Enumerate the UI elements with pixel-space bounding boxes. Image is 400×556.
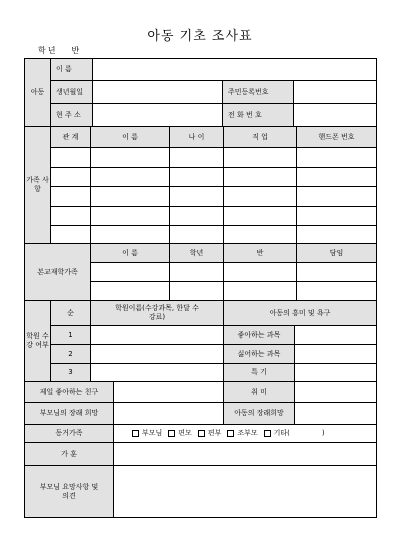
option-label: 조부모	[237, 429, 258, 438]
academy-row-2-no: 2	[50, 344, 91, 364]
child-section-label: 아동	[24, 58, 51, 127]
liked-subject-field[interactable]	[294, 325, 377, 345]
best-friend-field[interactable]	[113, 381, 224, 403]
resident-no-label: 주민등록번호	[222, 80, 294, 104]
family-section-label: 가족 사항	[24, 126, 51, 244]
family-row-cell[interactable]	[50, 167, 91, 187]
grade-class-label	[38, 45, 95, 56]
family-row-cell[interactable]	[90, 225, 170, 244]
option-other[interactable]	[264, 429, 290, 438]
family-row-cell[interactable]	[223, 147, 297, 168]
family-row-cell[interactable]	[223, 167, 297, 187]
option-label: 부모님	[142, 429, 163, 438]
disliked-subject-label: 싫어하는 과목	[223, 344, 295, 364]
option-other-close-paren: )	[321, 429, 325, 438]
family-row-cell[interactable]	[223, 225, 297, 244]
option-label: 기타(	[273, 429, 290, 438]
sibling-row-cell[interactable]	[169, 281, 224, 301]
family-row-cell[interactable]	[169, 147, 224, 168]
family-row-cell[interactable]	[90, 167, 170, 187]
family-row-cell[interactable]	[296, 225, 377, 244]
hobby-field[interactable]	[294, 381, 377, 403]
academy-section-label: 학원 수강 여부	[24, 300, 51, 382]
child-hope-field[interactable]	[294, 402, 377, 425]
academy-row-3-no: 3	[50, 363, 91, 382]
talent-label: 특 기	[223, 363, 295, 382]
academy-header-order: 순	[50, 300, 91, 326]
checkbox-icon[interactable]	[264, 430, 271, 437]
family-row-cell[interactable]	[90, 206, 170, 226]
parent-hope-field[interactable]	[113, 402, 224, 425]
interests-header: 아동의 흥미 및 욕구	[223, 300, 377, 326]
class-label: 반	[71, 46, 82, 55]
family-row-cell[interactable]	[50, 225, 91, 244]
grade-label: 학년	[38, 46, 58, 55]
family-row-cell[interactable]	[50, 186, 91, 207]
option-label: 편모	[178, 429, 192, 438]
phone-field[interactable]	[293, 103, 377, 127]
family-header-mobile: 핸드폰 번호	[296, 126, 377, 148]
family-row-cell[interactable]	[169, 225, 224, 244]
siblings-header-class: 반	[223, 243, 297, 263]
cohabitation-label: 동거가족	[24, 424, 114, 443]
academy-row-2-field[interactable]	[90, 344, 224, 364]
option-single-father[interactable]	[198, 429, 222, 438]
sibling-row-cell[interactable]	[223, 281, 297, 301]
family-row-cell[interactable]	[296, 206, 377, 226]
family-motto-label: 가 훈	[24, 442, 114, 466]
siblings-header-name: 이 름	[90, 243, 170, 263]
family-header-name: 이 름	[90, 126, 170, 148]
family-row-cell[interactable]	[223, 206, 297, 226]
liked-subject-label: 좋아하는 과목	[223, 325, 295, 345]
page-title: 아동 기초 조사표	[147, 29, 253, 44]
sibling-row-cell[interactable]	[169, 262, 224, 282]
checkbox-icon[interactable]	[132, 430, 139, 437]
address-field[interactable]	[92, 103, 223, 127]
family-row-cell[interactable]	[296, 147, 377, 168]
sibling-row-cell[interactable]	[296, 262, 377, 282]
best-friend-label: 제일 좋아하는 친구	[24, 381, 114, 403]
family-row-cell[interactable]	[223, 186, 297, 207]
siblings-section-label: 본교재학가족	[24, 243, 91, 301]
academy-row-1-no: 1	[50, 325, 91, 345]
family-row-cell[interactable]	[50, 147, 91, 168]
option-parents[interactable]	[132, 429, 162, 438]
family-row-cell[interactable]	[296, 186, 377, 207]
academy-row-3-field[interactable]	[90, 363, 224, 382]
child-birth-label: 생년월일	[50, 80, 93, 104]
child-birth-field[interactable]	[92, 80, 223, 104]
family-row-cell[interactable]	[169, 186, 224, 207]
hobby-label: 취 미	[223, 381, 295, 403]
family-row-cell[interactable]	[90, 186, 170, 207]
sibling-row-cell[interactable]	[296, 281, 377, 301]
family-header-relation: 관 계	[50, 126, 91, 148]
checkbox-icon[interactable]	[198, 430, 205, 437]
sibling-row-cell[interactable]	[90, 262, 170, 282]
option-single-mother[interactable]	[168, 429, 192, 438]
child-name-field[interactable]	[92, 58, 377, 81]
family-row-cell[interactable]	[169, 206, 224, 226]
child-hope-label: 아동의 장래희망	[223, 402, 295, 425]
siblings-header-grade: 학년	[169, 243, 224, 263]
sibling-row-cell[interactable]	[223, 262, 297, 282]
option-label: 편부	[207, 429, 222, 438]
disliked-subject-field[interactable]	[294, 344, 377, 364]
option-grandparents[interactable]	[227, 429, 257, 438]
resident-no-field[interactable]	[293, 80, 377, 104]
family-row-cell[interactable]	[296, 167, 377, 187]
family-header-job: 직 업	[223, 126, 297, 148]
family-row-cell[interactable]	[90, 147, 170, 168]
parent-hope-label: 부모님의 장래 희망	[24, 402, 114, 425]
academy-header-name: 학원이름(수강과목, 한달 수강료)	[90, 300, 224, 326]
cohabitation-options	[113, 424, 377, 443]
child-name-label: 이 름	[50, 58, 93, 81]
academy-row-1-field[interactable]	[90, 325, 224, 345]
family-row-cell[interactable]	[50, 206, 91, 226]
parent-request-field[interactable]	[113, 465, 377, 518]
family-header-age: 나 이	[169, 126, 224, 148]
family-motto-field[interactable]	[113, 442, 377, 466]
address-label: 현 주 소	[50, 103, 93, 127]
siblings-header-teacher: 담임	[296, 243, 377, 263]
survey-form	[24, 58, 377, 518]
talent-field[interactable]	[294, 363, 377, 382]
checkbox-icon[interactable]	[168, 430, 175, 437]
parent-request-label: 부모님 요망사항 및 의견	[24, 465, 114, 518]
sibling-row-cell[interactable]	[90, 281, 170, 301]
checkbox-icon[interactable]	[227, 430, 234, 437]
phone-label: 전 화 번 호	[222, 103, 294, 127]
family-row-cell[interactable]	[169, 167, 224, 187]
